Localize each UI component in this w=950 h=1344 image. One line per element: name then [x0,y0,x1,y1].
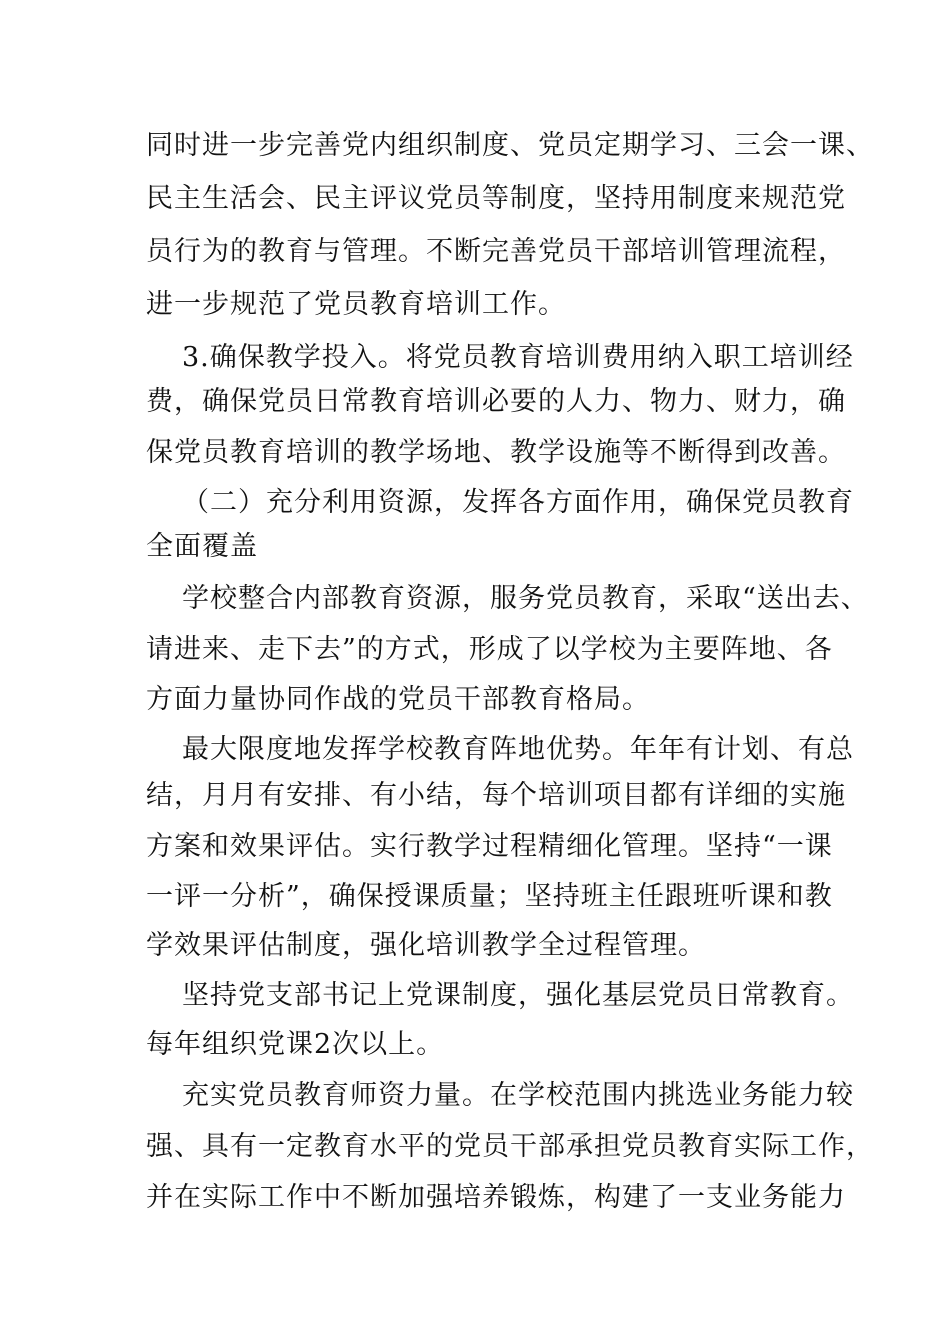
text-line: 每年组织党课2次以上。 [146,1029,445,1060]
text-line: 请进来、走下去”的方式，形成了以学校为主要阵地、各 [146,634,833,665]
text-line: 进一步规范了党员教育培训工作。 [146,289,566,320]
text-line: 结，月月有安排、有小结，每个培训项目都有详细的实施 [146,780,846,811]
text-line: 费，确保党员日常教育培训必要的人力、物力、财力，确 [146,386,846,417]
text-line: 强、具有一定教育水平的党员干部承担党员教育实际工作， [146,1131,874,1162]
section-heading: （二）充分利用资源，发挥各方面作用，确保党员教育 [182,487,854,518]
text-line: 学校整合内部教育资源，服务党员教育，采取“送出去、 [182,583,869,614]
text-line: 3.确保教学投入。将党员教育培训费用纳入职工培训经 [182,342,854,373]
text-line: 一评一分析”，确保授课质量；坚持班主任跟班听课和教 [146,881,833,912]
text-line: 方面力量协同作战的党员干部教育格局。 [146,684,650,715]
text-line: 学效果评估制度，强化培训教学全过程管理。 [146,930,706,961]
text-line: 最大限度地发挥学校教育阵地优势。年年有计划、有总 [182,734,854,765]
text-line: 方案和效果评估。实行教学过程精细化管理。坚持“一课 [146,831,833,862]
text-line: 坚持党支部书记上党课制度，强化基层党员日常教育。 [182,980,854,1011]
section-heading: 全面覆盖 [146,531,258,562]
text-line: 民主生活会、民主评议党员等制度，坚持用制度来规范党 [146,183,846,214]
text-line: 保党员教育培训的教学场地、教学设施等不断得到改善。 [146,437,846,468]
text-line: 同时进一步完善党内组织制度、党员定期学习、三会一课、 [146,130,874,161]
text-line: 并在实际工作中不断加强培养锻炼，构建了一支业务能力 [146,1182,846,1213]
text-line: 充实党员教育师资力量。在学校范围内挑选业务能力较 [182,1080,854,1111]
text-line: 员行为的教育与管理。不断完善党员干部培训管理流程， [146,236,846,267]
